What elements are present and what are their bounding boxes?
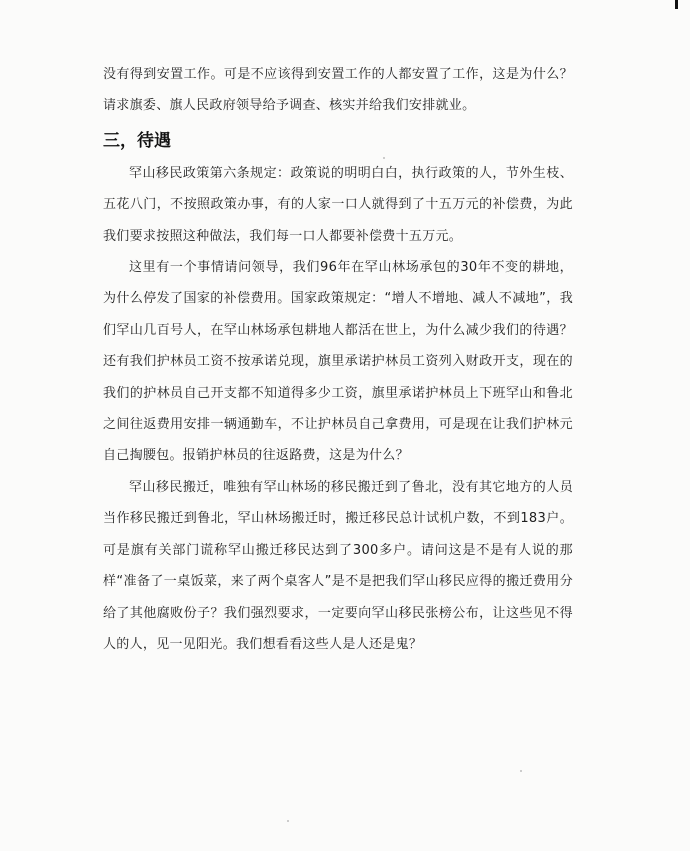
paragraph-farmland: 这里有一个事情请问领导，我们96年在罕山林场承包的30年不变的耕地，为什么停发了国家的补偿费用。国家政策规定：“增人不增地、减人不减地”，我们罕山几百号人，在罕山林场承包耕地人都活在世上，为什么减少我们的待遇？还有我们护林员工资不按承诺兑现，旗里承诺护林员工资列入财政开支，现在的我们的护林员自己开支都不知道得多少工资，旗里承诺护林员上下班罕山和鲁北之间往返费用安排一辆通勤车，不让护林员自己拿费用，可是现在让我们护林元自己掏腰包。报销护林员的往返路费，这是为什么？ bbox=[103, 260, 573, 464]
scan-speck bbox=[520, 770, 522, 772]
paragraph-policy: 罕山移民政策第六条规定：政策说的明明白白，执行政策的人，节外生枝、五花八门，不按照政策办事，有的人家一口人就得到了十五万元的补偿费，为此我们要求按照这种做法，我们每一口人都要补偿费十五万元。 bbox=[103, 165, 573, 244]
scan-speck bbox=[383, 157, 385, 159]
scan-speck bbox=[287, 820, 289, 822]
document-body bbox=[103, 59, 573, 660]
section-heading: 三，待遇 bbox=[103, 130, 171, 151]
paragraph-relocation: 罕山移民搬迁，唯独有罕山林场的移民搬迁到了鲁北，没有其它地方的人员当作移民搬迁到鲁北，罕山林场搬迁时，搬迁移民总计试机户数，不到183户。可是旗有关部门谎称罕山搬迁移民达到了300多户。请问这是不是有人说的那样“准备了一桌饭菜，来了两个桌客人”是不是把我们罕山移民应得的搬迁费用分给了其他腐败份子？我们强烈要求，一定要向罕山移民张榜公布，让这些见不得人的人，见一见阳光。我们想看看这些人是人还是鬼？ bbox=[103, 479, 573, 652]
intro-paragraph: 没有得到安置工作。可是不应该得到安置工作的人都安置了工作，这是为什么？请求旗委、旗人民政府领导给予调查、核实并给我们安排就业。 bbox=[103, 67, 573, 114]
scan-edge-mark bbox=[675, 0, 678, 9]
